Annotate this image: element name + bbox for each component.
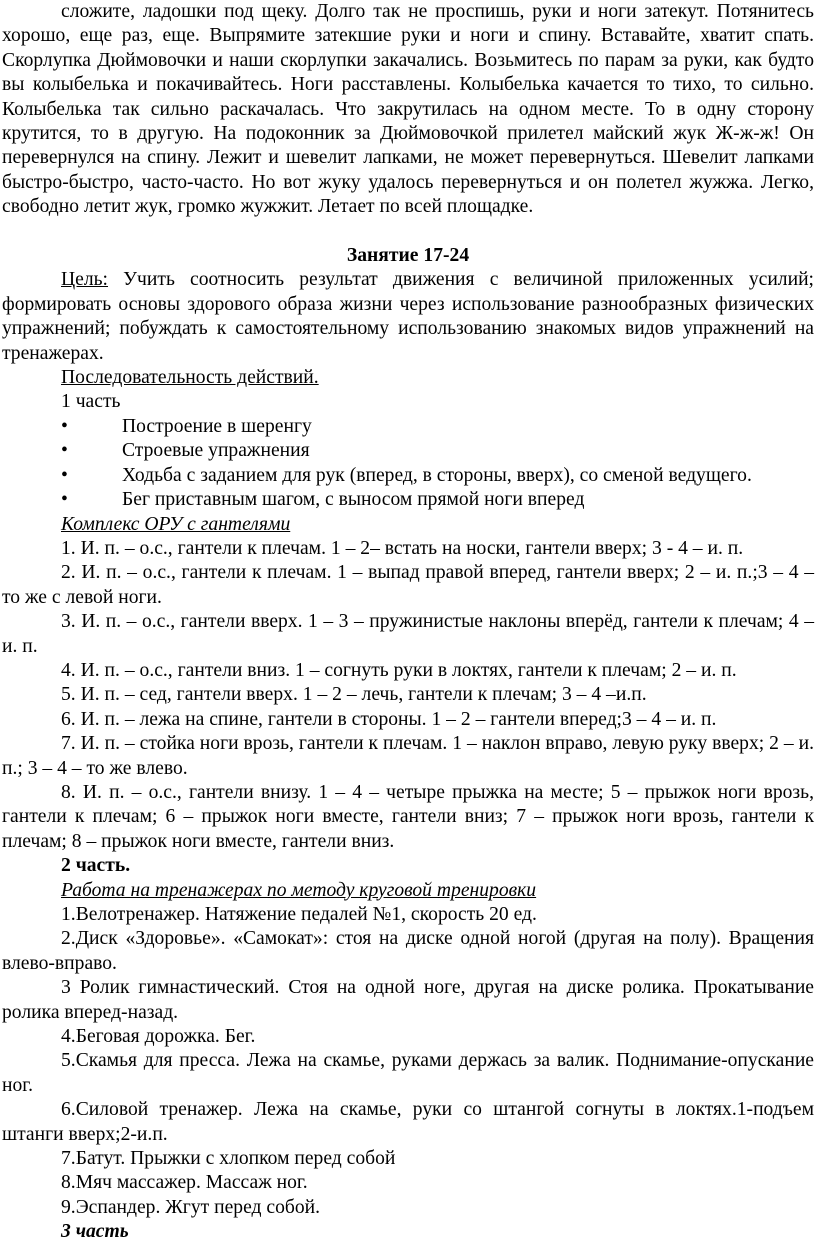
oru-item: 3. И. п. – о.с., гантели вверх. 1 – 3 – пружинистые наклоны вперёд, гантели к плечам; 4 – и. п. — [2, 611, 814, 657]
machine-item: 1.Велотренажер. Натяжение педалей №1, скорость 20 ед. — [61, 904, 537, 926]
list-item: • Ходьба с заданием для рук (вперед, в стороны, вверх), со сменой ведущего. — [2, 464, 814, 488]
list-item: • Построение в шеренгу — [2, 415, 814, 439]
bullet-icon: • — [61, 464, 68, 486]
oru-item: 7. И. п. – стойка ноги врозь, гантели к плечам. 1 – наклон вправо, левую руку вверх; 2 – и. п.; 3 – 4 – то же влево. — [2, 733, 814, 779]
machine-item: 6.Силовой тренажер. Лежа на скамье, руки со штангой согнуты в локтях.1-подъем штанги вверх;2-и.п. — [2, 1099, 814, 1145]
oru-item: 4. И. п. – о.с., гантели вниз. 1 – согнуть руки в локтях, гантели к плечам; 2 – и. п. — [61, 659, 737, 681]
goal-label: Цель: — [61, 269, 109, 291]
list-item: • Строевые упражнения — [2, 439, 814, 463]
warmup-list — [2, 415, 814, 513]
oru-item: 2. И. п. – о.с., гантели к плечам. 1 – выпад правой вперед, гантели вверх; 2 – и. п.;3 – 4 – то же с левой ноги. — [2, 562, 814, 608]
part1-heading: 1 часть — [61, 391, 121, 413]
machine-item: 2.Диск «Здоровье». «Самокат»: стоя на диске одной ногой (другая на полу). Вращения влево-вправо. — [2, 928, 814, 974]
oru-heading: Комплекс ОРУ с гантелями — [61, 513, 291, 535]
lesson-title: Занятие 17-24 — [346, 245, 470, 267]
list-item: • Бег приставным шагом, с выносом прямой ноги вперед — [2, 488, 814, 512]
oru-item: 6. И. п. – лежа на спине, гантели в стороны. 1 – 2 – гантели вперед;3 – 4 – и. п. — [61, 708, 717, 730]
machine-item: 4.Беговая дорожка. Бег. — [61, 1026, 256, 1048]
bullet-icon: • — [61, 440, 68, 462]
bullet-icon: • — [61, 489, 68, 511]
part3-heading: 3 часть — [61, 1221, 129, 1243]
part2-heading: 2 часть. — [61, 855, 131, 877]
oru-item: 5. И. п. – сед, гантели вверх. 1 – 2 – лечь, гантели к плечам; 3 – 4 –и.п. — [61, 684, 647, 706]
bullet-icon: • — [61, 415, 68, 437]
sequence-heading: Последовательность действий. — [61, 367, 319, 389]
intro-paragraph: сложите, ладошки под щеку. Долго так не проспишь, руки и ноги затекут. Потянитесь хорошо, еще раз, еще. Выпрямите затекшие руки и ноги и спину. Вставайте, хватит спать. Скорлупка Дюймовочки и наши скорлупки закачались. Возьмитесь по парам за руки, как будто вы колыбелька и покачивайтесь. Ноги расставлены. Колыбелька качается то тихо, то сильно. Колыбелька так сильно раскачалась. Что закрутилась на одном месте. То в одну сторону крутится, то в другую. На подоконник за Дюймовочкой прилетел майский жук Ж-ж-ж! Он перевернулся на спину. Лежит и шевелит лапками, не может перевернуться. Шевелит лапками быстро-быстро, часто-часто. Но вот жуку удалось перевернуться и он полетел жужжа. Легко, свободно летит жук, громко жужжит. Летает по всей площадке. — [2, 1, 814, 218]
machine-item: 5.Скамья для пресса. Лежа на скамье, руками держась за валик. Поднимание-опускание ног. — [2, 1050, 814, 1096]
oru-item: 1. И. п. – о.с., гантели к плечам. 1 – 2– встать на носки, гантели вверх; 3 - 4 – и. п. — [61, 537, 744, 559]
machine-item: 3 Ролик гимнастический. Стоя на одной ноге, другая на диске ролика. Прокатывание ролика вперед-назад. — [2, 977, 814, 1023]
machine-item: 9.Эспандер. Жгут перед собой. — [61, 1196, 321, 1218]
machines-heading: Работа на тренажерах по методу круговой тренировки — [61, 879, 537, 901]
goal-paragraph — [2, 268, 814, 366]
goal-text: Учить соотносить результат движения с величиной приложенных усилий; формировать основы здорового образа жизни через использование разнообразных физических упражнений; побуждать к самостоятельному использованию знакомых видов упражнений на тренажерах. — [2, 269, 814, 364]
machine-item: 8.Мяч массажер. Массаж ног. — [61, 1172, 308, 1194]
oru-item: 8. И. п. – о.с., гантели внизу. 1 – 4 – четыре прыжка на месте; 5 – прыжок ноги врозь, гантели к плечам; 6 – прыжок ноги вместе, гантели вниз; 7 – прыжок ноги врозь, гантели к плечам; 8 – прыжок ноги вместе, гантели вниз. — [2, 781, 814, 852]
machine-item: 7.Батут. Прыжки с хлопком перед собой — [61, 1148, 396, 1170]
